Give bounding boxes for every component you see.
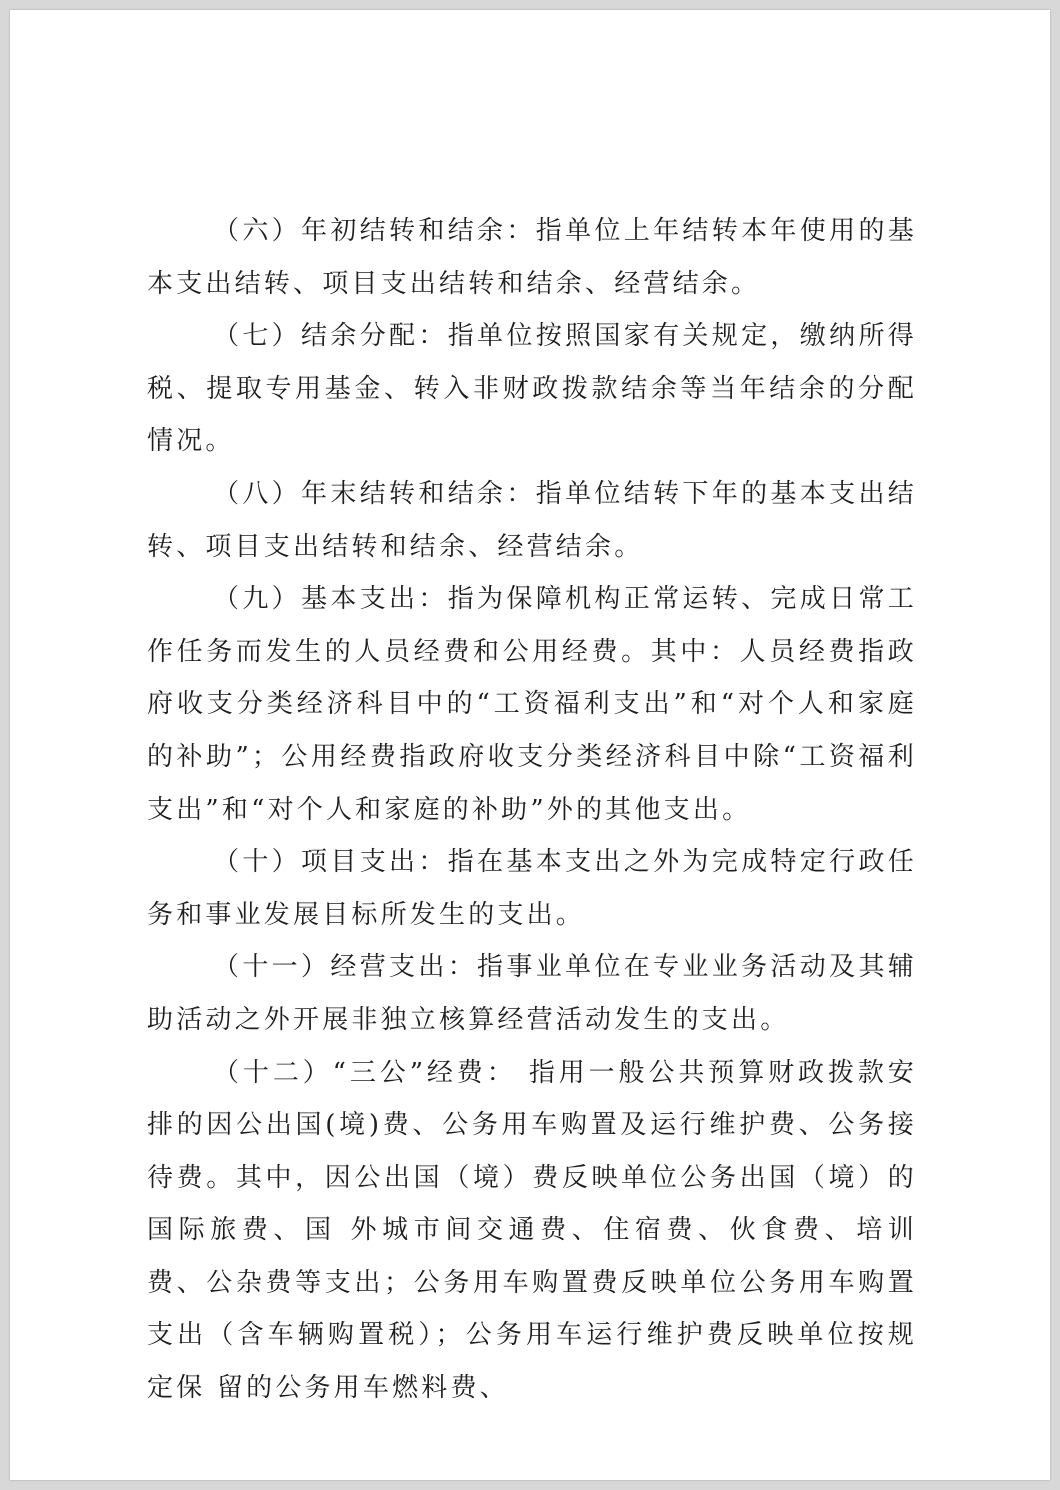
paragraph-project-expenditure: （十）项目支出：指在基本支出之外为完成特定行政任务和事业发展目标所发生的支出。 [147, 847, 917, 930]
paragraph-basic-expenditure: （九）基本支出：指为保障机构正常运转、完成日常工作任务而发生的人员经费和公用经费。其中：人员经费指政府收支分类经济科目中的“工资福利支出”和“对个人和家庭的补助”；公用经费指政府收支分类经济科目中除“工资福利支出”和“对个人和家庭的补助”外的其他支出。 [147, 584, 917, 825]
document-body [147, 205, 917, 1415]
paragraph-year-start-carryover: （六）年初结转和结余：指单位上年结转本年使用的基本支出结转、项目支出结转和结余、经营结余。 [147, 216, 917, 299]
paragraph-surplus-distribution: （七）结余分配：指单位按照国家有关规定，缴纳所得税、提取专用基金、转入非财政拨款结余等当年结余的分配情况。 [147, 321, 917, 457]
paragraph-year-end-carryover: （八）年末结转和结余：指单位结转下年的基本支出结转、项目支出结转和结余、经营结余。 [147, 478, 917, 562]
document-page [10, 10, 1050, 1480]
paragraph-operating-expenditure: （十一）经营支出：指事业单位在专业业务活动及其辅助活动之外开展非独立核算经营活动发生的支出。 [147, 952, 917, 1035]
paragraph-three-public-expenses: （十二）“三公”经费： 指用一般公共预算财政拨款安排的因公出国(境)费、公务用车购置及运行维护费、公务接待费。其中，因公出国（境）费反映单位公务出国（境）的国际旅费、国 外城市间交通费、住宿费、伙食费、培训费、公杂费等支出；公务用车购置费反映单位公务用车购置支出（含车辆购置税）；公务用车运行维护费反映单位按规定保 留的公务用车燃料费、 [147, 1057, 917, 1404]
